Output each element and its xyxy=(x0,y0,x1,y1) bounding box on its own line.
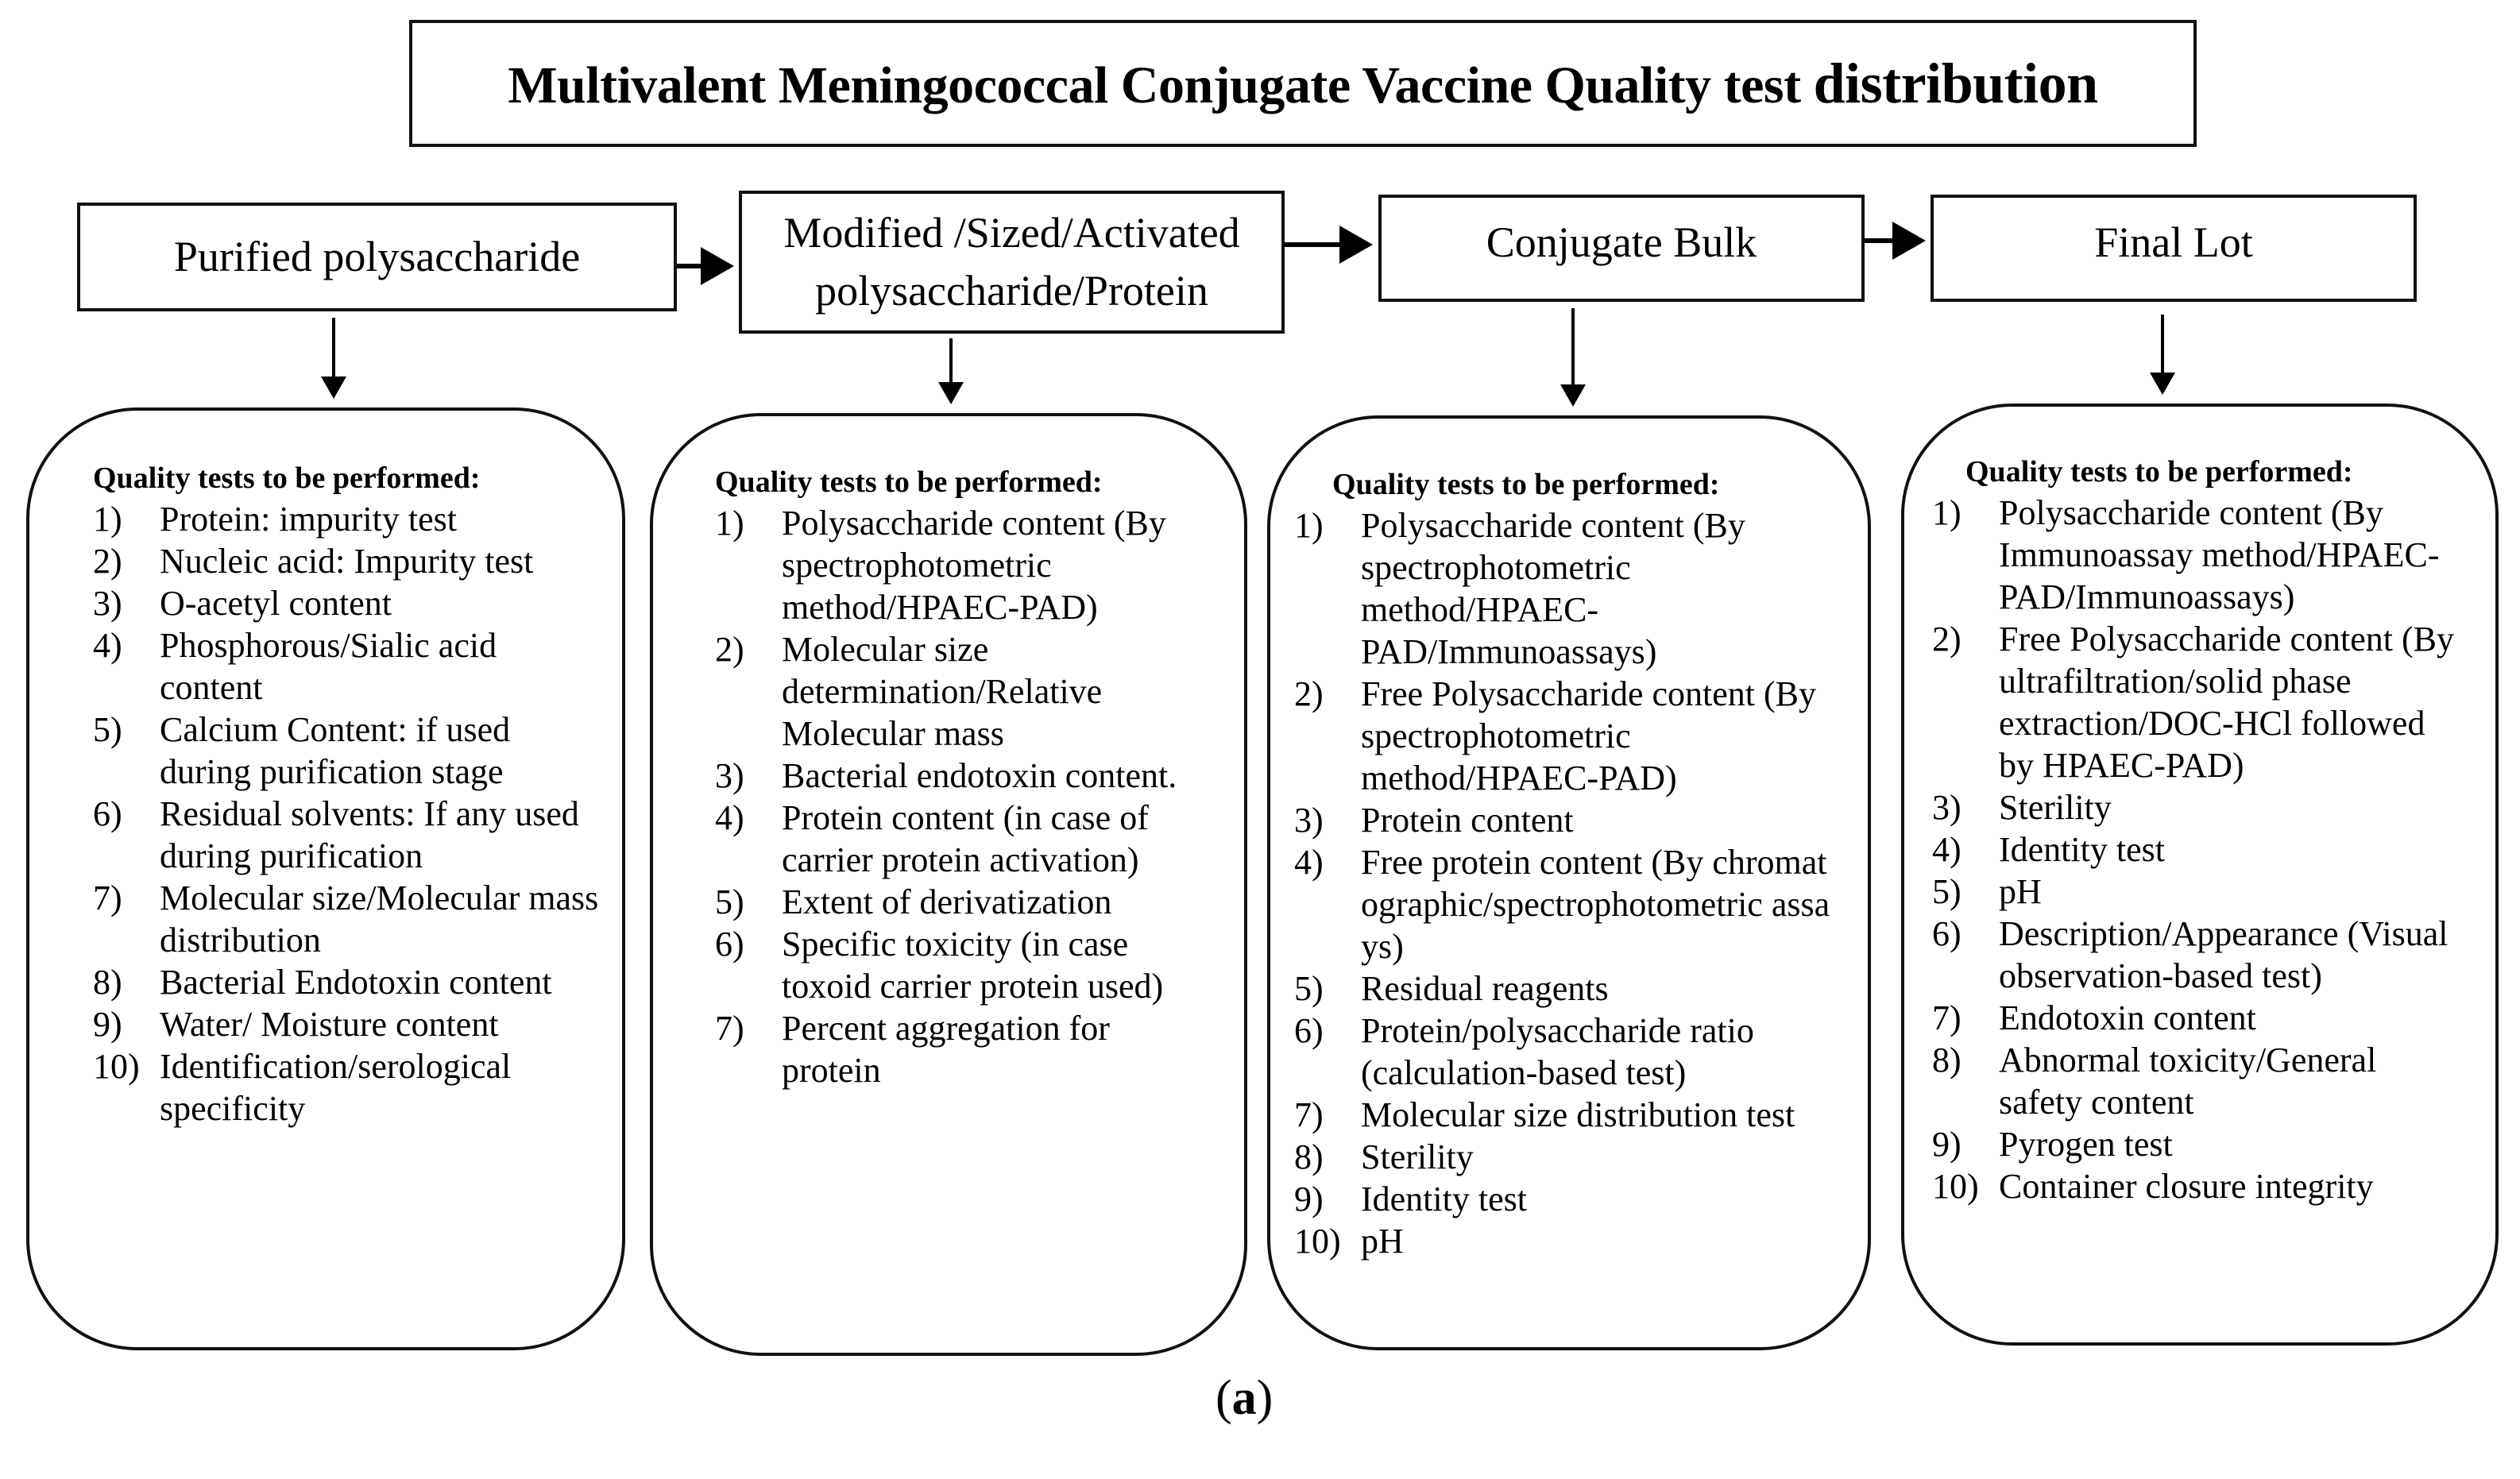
test-item: 4) Phosphorous/Sialic acid content xyxy=(93,626,497,707)
test-item: 2) Nucleic acid: Impurity test xyxy=(93,542,534,581)
test-item: 8) Sterility xyxy=(1294,1137,1474,1176)
diagram-title-box xyxy=(409,20,2197,147)
stage-label: Final Lot xyxy=(2094,218,2253,266)
stage-purified-polysaccharide xyxy=(77,203,677,311)
test-item: 9) Water/ Moisture content xyxy=(93,1005,499,1044)
stage-final-lot xyxy=(1931,195,2417,302)
figure-caption: (a) xyxy=(1216,1371,1274,1425)
test-item: 7) Percent aggregation for protein xyxy=(715,1009,1110,1090)
test-item: 5) Extent of derivatization xyxy=(715,882,1112,921)
diagram-title xyxy=(508,51,2097,117)
stage-label-line2: polysaccharide/Protein xyxy=(815,267,1208,315)
test-item: 7) Endotoxin content xyxy=(1932,998,2256,1037)
stage-label: Conjugate Bulk xyxy=(1486,218,1757,266)
tests-panel-purified xyxy=(26,407,625,1350)
test-item: 5) Calcium Content: if used during purification stage xyxy=(93,710,511,791)
test-item: 5) pH xyxy=(1932,872,2042,911)
panel-heading: Quality tests to be performed: xyxy=(1332,468,1720,501)
test-item: 1) Polysaccharide content (By Immunoassay method/HPAEC-PAD/Immunoassays) xyxy=(1932,493,2440,616)
title-main: Multivalent Meningococcal Conjugate Vaccine Quality test xyxy=(508,56,1801,114)
test-item: 2) Free Polysaccharide content (By ultrafiltration/solid phase extraction/DOC-HCl followed by HPAEC-PAD) xyxy=(1932,620,2455,785)
tests-panel-conjugate-bulk xyxy=(1267,415,1871,1350)
test-item: 9) Pyrogen test xyxy=(1932,1125,2173,1164)
test-item: 4) Free protein content (By chromatographic/spectrophotometric assays) xyxy=(1294,843,1830,966)
test-item: 3) Sterility xyxy=(1932,788,2112,827)
test-item: 1) Polysaccharide content (By spectrophotometric method/HPAEC-PAD/Immunoassays) xyxy=(1294,506,1745,671)
test-item: 3) Protein content xyxy=(1294,801,1574,840)
test-item: 2) Free Polysaccharide content (By spectrophotometric method/HPAEC-PAD) xyxy=(1294,674,1817,797)
test-item: 2) Molecular size determination/Relative Molecular mass xyxy=(715,630,1103,753)
test-item: 1) Protein: impurity test xyxy=(93,500,457,539)
test-item: 10) pH xyxy=(1294,1222,1404,1261)
stage-label-line1: Modified /Sized/Activated xyxy=(783,209,1240,257)
test-item: 7) Molecular size distribution test xyxy=(1294,1095,1795,1134)
stage-modified-sized-activated xyxy=(739,191,1285,334)
test-item: 4) Protein content (in case of carrier protein activation) xyxy=(715,798,1149,879)
test-item: 4) Identity test xyxy=(1932,830,2165,869)
test-item: 7) Molecular size/Molecular mass distribution xyxy=(93,879,599,960)
test-item: 6) Description/Appearance (Visual observation-based test) xyxy=(1932,914,2448,995)
test-item: 5) Residual reagents xyxy=(1294,969,1609,1008)
test-item: 6) Specific toxicity (in case toxoid carrier protein used) xyxy=(715,925,1164,1006)
test-item: 10) Identification/serological specificity xyxy=(93,1047,512,1128)
stage-label: Purified polysaccharide xyxy=(173,233,581,281)
test-item: 8) Abnormal toxicity/General safety content xyxy=(1932,1041,2377,1122)
test-item: 3) O-acetyl content xyxy=(93,584,392,623)
test-item: 3) Bacterial endotoxin content. xyxy=(715,756,1177,795)
test-item: 8) Bacterial Endotoxin content xyxy=(93,963,552,1002)
tests-panel-modified xyxy=(650,413,1247,1356)
test-item: 6) Residual solvents: If any used during purification xyxy=(93,794,579,875)
test-item: 9) Identity test xyxy=(1294,1180,1527,1218)
panel-heading: Quality tests to be performed: xyxy=(1965,455,2353,488)
test-item: 1) Polysaccharide content (By spectrophotometric method/HPAEC-PAD) xyxy=(715,504,1166,627)
test-item: 6) Protein/polysaccharide ratio (calculation-based test) xyxy=(1294,1011,1754,1092)
panel-heading: Quality tests to be performed: xyxy=(715,465,1103,499)
title-emphasis: distribution xyxy=(1813,51,2098,115)
stage-conjugate-bulk xyxy=(1378,195,1865,302)
tests-panel-final-lot xyxy=(1901,404,2499,1346)
panel-heading: Quality tests to be performed: xyxy=(93,461,481,495)
test-item: 10) Container closure integrity xyxy=(1932,1167,2374,1206)
